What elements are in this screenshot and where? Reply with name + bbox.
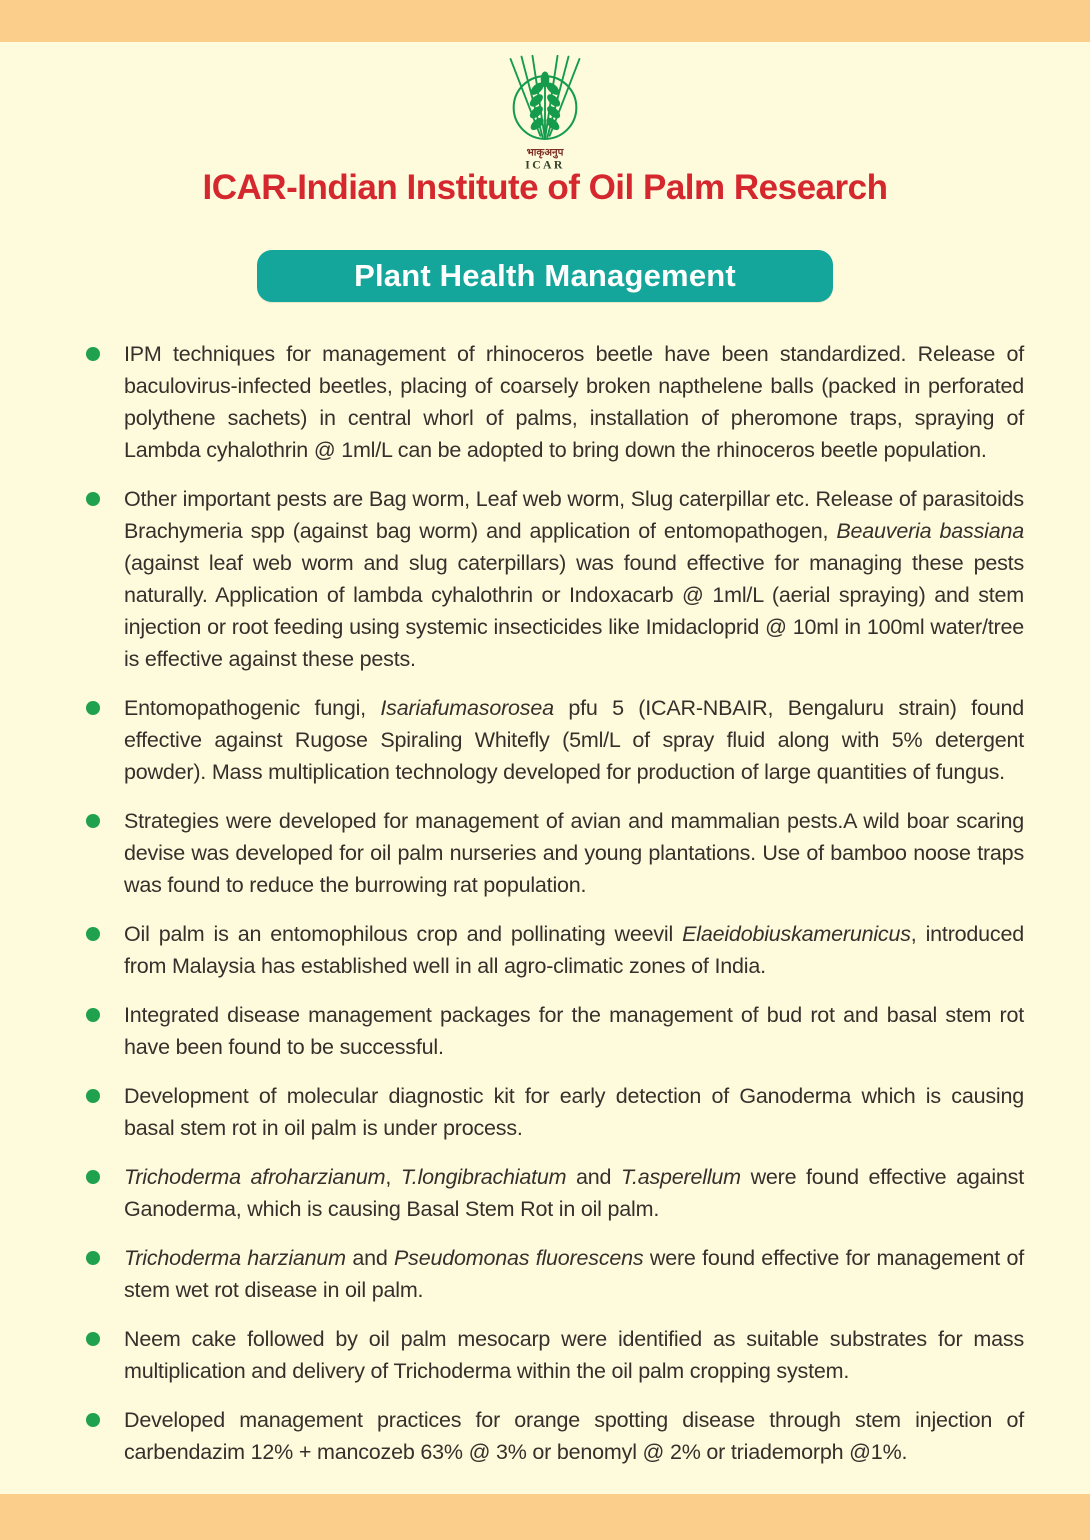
bullet-item: [0, 483, 1090, 675]
bullet-dot-icon: [86, 814, 100, 828]
bullet-item: [0, 1323, 1090, 1387]
bullet-text: Strategies were developed for management of avian and mammalian pests.A wild boar scaring devise was developed for oil palm nurseries and young plantations. Use of bamboo noose traps was found to reduce the burrowing rat population.: [124, 809, 1024, 897]
bullet-text: Oil palm is an entomophilous crop and pollinating weevil Elaeidobiuskamerunicus, introduced from Malaysia has established well in all agro-climatic zones of India.: [124, 922, 1024, 978]
bullet-text: Neem cake followed by oil palm mesocarp were identified as suitable substrates for mass multiplication and delivery of Trichoderma within the oil palm cropping system.: [124, 1327, 1024, 1383]
bullet-text: IPM techniques for management of rhinoceros beetle have been standardized. Release of baculovirus-infected beetles, placing of coarsely broken napthelene balls (packed in perforated polythene sachets) in central whorl of palms, installation of pheromone traps, spraying of Lambda cyhalothrin @ 1ml/L can be adopted to bring down the rhinoceros beetle population.: [124, 342, 1024, 462]
logo-hindi-text: भाकृअनुप: [526, 147, 564, 159]
bullet-item: [0, 1161, 1090, 1225]
bullet-dot-icon: [86, 927, 100, 941]
bullet-list: [0, 338, 1090, 1485]
bullet-item: [0, 918, 1090, 982]
bullet-text: Developed management practices for orange spotting disease through stem injection of carbendazim 12% + mancozeb 63% @ 3% or benomyl @ 2% or triademorph @1%.: [124, 1408, 1024, 1464]
bullet-item: [0, 1080, 1090, 1144]
bullet-dot-icon: [86, 492, 100, 506]
bullet-item: [0, 805, 1090, 901]
bullet-dot-icon: [86, 1251, 100, 1265]
bullet-dot-icon: [86, 1332, 100, 1346]
bullet-text: Development of molecular diagnostic kit for early detection of Ganoderma which is causing basal stem rot in oil palm is under process.: [124, 1084, 1024, 1140]
section-banner-label: Plant Health Management: [354, 258, 736, 293]
bullet-dot-icon: [86, 1170, 100, 1184]
bullet-item: [0, 1404, 1090, 1468]
bullet-text: Entomopathogenic fungi, Isariafumasorosea pfu 5 (ICAR-NBAIR, Bengaluru strain) found effective against Rugose Spiraling Whitefly (5ml/L of spray fluid along with 5% detergent powder). Mass multiplication technology developed for production of large quantities of fungus.: [124, 696, 1024, 784]
bullet-item: [0, 692, 1090, 788]
bottom-border-band: [0, 1494, 1090, 1540]
bullet-item: [0, 999, 1090, 1063]
icar-logo: [0, 54, 1090, 172]
bullet-item: [0, 1242, 1090, 1306]
bullet-item: [0, 338, 1090, 466]
page-title: ICAR-Indian Institute of Oil Palm Research: [202, 168, 888, 207]
bullet-dot-icon: [86, 1008, 100, 1022]
bullet-dot-icon: [86, 1089, 100, 1103]
top-border-band: [0, 0, 1090, 42]
section-banner: [257, 250, 833, 302]
bullet-text: Trichoderma afroharzianum, T.longibrachiatum and T.asperellum were found effective against Ganoderma, which is causing Basal Stem Rot in oil palm.: [124, 1165, 1024, 1221]
logo-caption: ICAR: [525, 158, 565, 172]
bullet-dot-icon: [86, 347, 100, 361]
bullet-text: Other important pests are Bag worm, Leaf web worm, Slug caterpillar etc. Release of parasitoids Brachymeria spp (against bag worm) and application of entomopathogen, Beauveria bassiana (against leaf web worm and slug caterpillars) was found effective for managing these pests naturally. Application of lambda cyhalothrin or Indoxacarb @ 1ml/L (aerial spraying) and stem injection or root feeding using systemic insecticides like Imidacloprid @ 10ml in 100ml water/tree is effective against these pests.: [124, 487, 1025, 671]
bullet-text: Integrated disease management packages for the management of bud rot and basal stem rot have been found to be successful.: [124, 1003, 1024, 1059]
bullet-text: Trichoderma harzianum and Pseudomonas fluorescens were found effective for management of stem wet rot disease in oil palm.: [124, 1246, 1024, 1302]
wheat-emblem-icon: [498, 54, 592, 172]
bullet-dot-icon: [86, 701, 100, 715]
bullet-dot-icon: [86, 1413, 100, 1427]
